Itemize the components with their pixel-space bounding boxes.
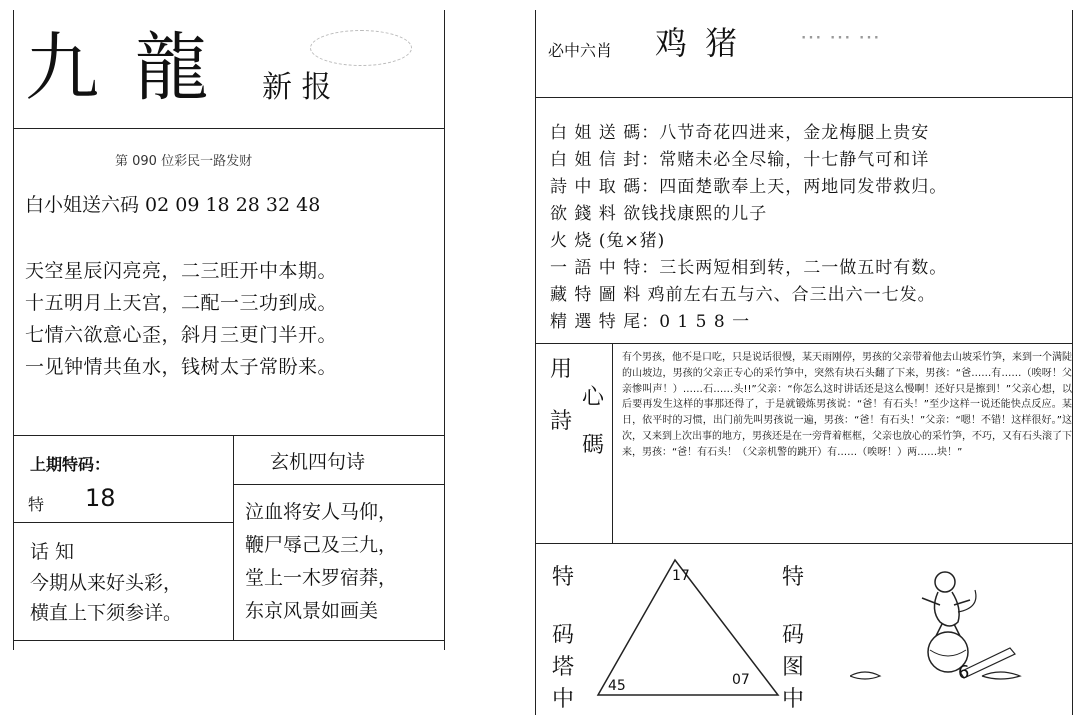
- poem-line-4: 一见钟情共鱼水，钱树太子常盼来。: [25, 356, 338, 378]
- monkey-on-ball-illustration: [850, 550, 1040, 700]
- xuanji-title: 玄机四句诗: [270, 451, 366, 473]
- story-label-divider: [612, 343, 613, 543]
- tu-char-3: 图: [782, 655, 805, 680]
- ta-char-3: 塔: [552, 655, 575, 680]
- issue-line: 第 090 位彩民一路发财: [115, 154, 253, 169]
- newspaper-title: 九 龍: [25, 25, 215, 111]
- info-line-3: 詩 中 取 碼：四面楚歌奉上天，两地同发带救归。: [550, 177, 948, 197]
- hua-zhi-label: 话 知: [30, 541, 75, 563]
- box-top-border: [13, 435, 445, 436]
- story-text: 有个男孩，他不是口吃，只是说话很慢，某天雨刚停，男孩的父亲带着他去山坡采竹笋，来到一个满陡的山坡边，男孩的父亲正专心的采竹笋中，突然有块石头翻了下来，男孩：“爸……有……（唉呀！父亲惨叫声！）……石……头!!”父亲：“你怎么这时讲话还是这么慢啊！还好只是擦到！”父亲心想，以后要再发生这样的事那还得了，于是就锻炼男孩说：“爸！有石头！”至少这样一说还能快点反应。某日，依平时的习惯，出门前先叫男孩说一遍，男孩：“爸！有石头！”父亲：“嗯！不错！这样很好。”这次，又来到上次出事的地方，男孩还是在一旁背着框框，父亲也放心的采竹笋，不巧，又有石头滚了下来，男孩：“爸！有石头！（父亲机警的跳开）有……（唉呀！）两……块！”: [622, 352, 1072, 458]
- divider: [13, 522, 233, 523]
- yong-char-3: 詩: [550, 409, 573, 434]
- xuanji-line-4: 东京风景如画美: [245, 600, 379, 622]
- yong-char-1: 用: [550, 357, 573, 382]
- info-line-8: 精 選 特 尾：0 1 5 8 一: [550, 312, 751, 332]
- divider: [233, 484, 445, 485]
- tower-right-number: 07: [732, 672, 750, 688]
- info-line-5: 火 烧 (兔×猪): [550, 231, 666, 251]
- ta-char-2: 码: [552, 623, 575, 648]
- left-page-border-right: [444, 10, 445, 650]
- yong-char-4: 碼: [582, 433, 605, 458]
- header-animals: 鸡 猪: [655, 24, 742, 62]
- hua-zhi-line-1: 今期从来好头彩，: [30, 572, 183, 594]
- poem-line-1: 天空星辰闪亮亮，二三旺开中本期。: [25, 260, 338, 282]
- info-line-2: 白 姐 信 封：常赌未必全尽输，十七静气可和详: [550, 150, 930, 170]
- divider: [13, 128, 445, 129]
- poem-line-2: 十五明月上天宫，二配一三功到成。: [25, 292, 338, 314]
- left-page-border-left: [13, 10, 14, 650]
- hua-zhi-line-2: 横直上下须参详。: [30, 602, 183, 624]
- tu-char-1: 特: [782, 565, 805, 590]
- header-faded-text: ⋯ ⋯ ⋯: [800, 25, 880, 50]
- xuanji-line-2: 鞭尸辱己及三九，: [245, 534, 398, 556]
- story-bottom-border: [535, 543, 1073, 544]
- yong-char-2: 心: [582, 385, 605, 410]
- send-code-line: 白小姐送六码 02 09 18 28 32 48: [25, 194, 321, 216]
- right-page-border-left: [535, 10, 536, 715]
- xuanji-line-1: 泣血将安人马仰，: [245, 501, 398, 523]
- tu-char-4: 中: [782, 687, 805, 712]
- last-special-label: 上期特码：: [30, 455, 111, 474]
- ta-char-4: 中: [552, 687, 575, 712]
- special-label: 特: [28, 495, 45, 514]
- tower-top-number: 17: [672, 568, 690, 584]
- right-page-border-right: [1072, 10, 1073, 715]
- info-line-6: 一 語 中 特：三长两短相到转，二一做五时有数。: [550, 258, 948, 278]
- info-line-4: 欲 錢 料 欲钱找康熙的儿子: [550, 204, 768, 224]
- story-top-border: [535, 343, 1073, 344]
- header-label: 必中六肖: [548, 41, 613, 60]
- illustration-number: 6: [958, 662, 970, 683]
- stamp-icon: [310, 30, 412, 66]
- info-line-1: 白 姐 送 碼：八节奇花四进来，金龙梅腿上贵安: [550, 123, 930, 143]
- info-line-7: 藏 特 圖 料 鸡前左右五与六、合三出六一七发。: [550, 285, 936, 305]
- box-bottom-border: [13, 640, 445, 641]
- box-middle-divider: [233, 435, 234, 640]
- divider: [535, 97, 1073, 98]
- tower-left-number: 45: [608, 678, 626, 694]
- newspaper-subtitle: 新 报: [262, 70, 332, 105]
- tu-char-2: 码: [782, 623, 805, 648]
- special-number: 18: [85, 484, 116, 512]
- xuanji-line-3: 堂上一木罗宿莽，: [245, 567, 398, 589]
- ta-char-1: 特: [552, 565, 575, 590]
- poem-line-3: 七情六欲意心歪，斜月三更门半开。: [25, 324, 338, 346]
